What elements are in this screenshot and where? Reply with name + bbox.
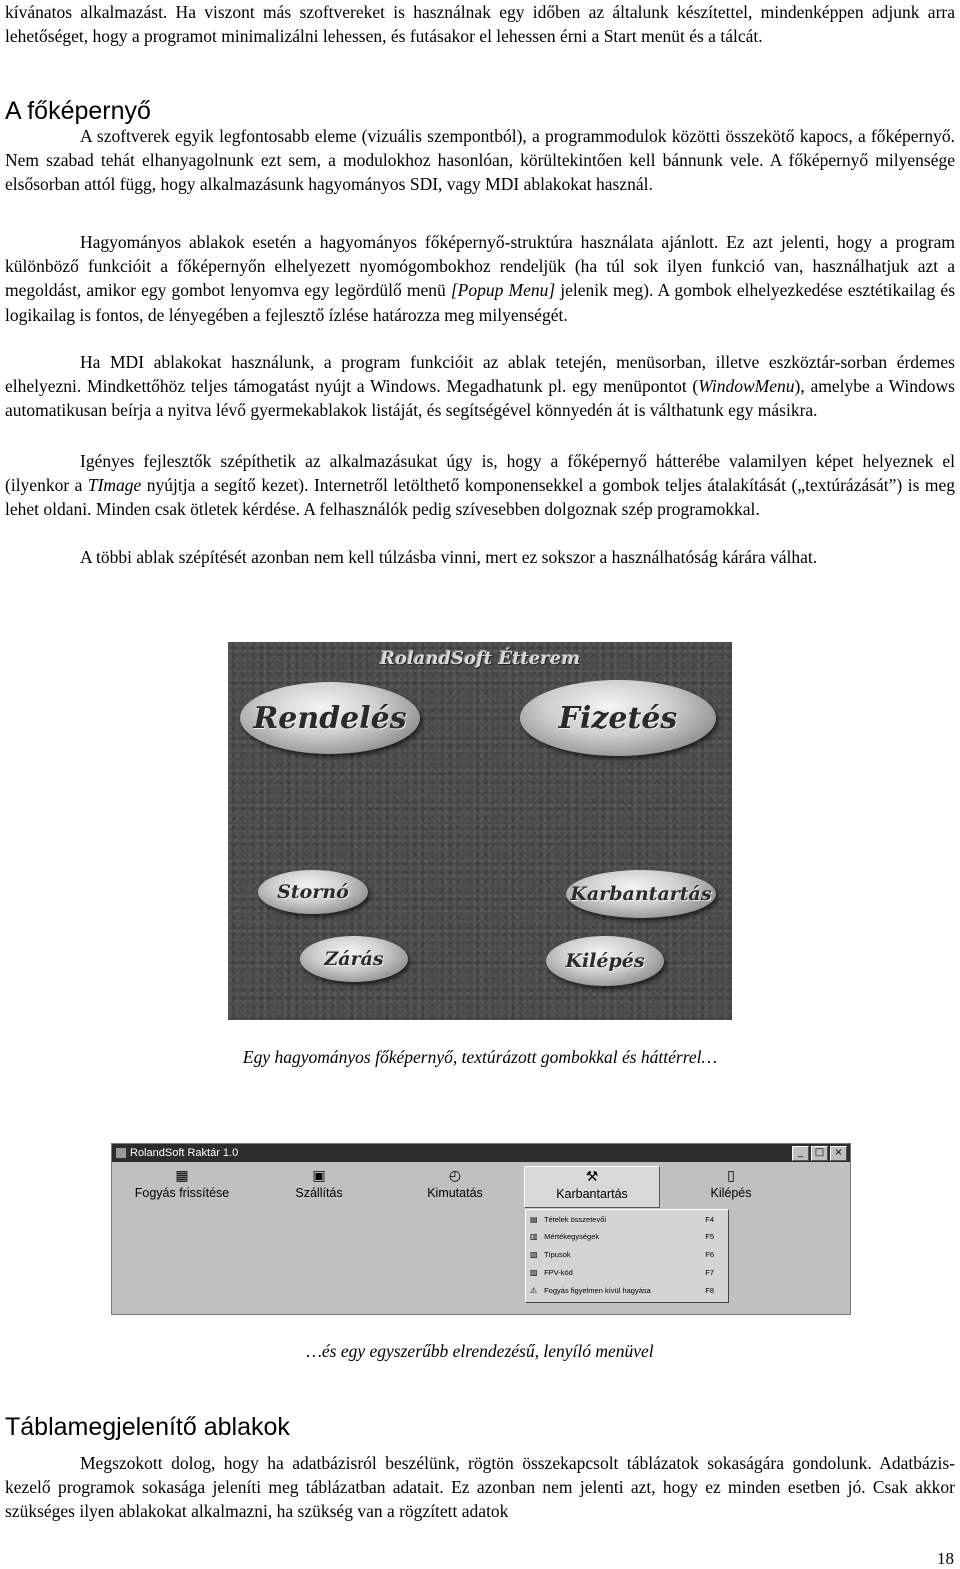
intro-paragraph: kívánatos alkalmazást. Ha viszont más szoftvereket is használnak egy időben az általunk készítettel, mindenképpen adjunk arra lehetőséget, hogy a programot minimalizálni lehessen, és futásakor el lehessen érni a Start menüt és a tálcát. xyxy=(5,2,955,47)
menu-item-label: Típusok xyxy=(543,1250,571,1259)
figure-caption-2: …és egy egyszerűbb elrendezésű, lenyíló menüvel xyxy=(306,1341,654,1361)
menu-item-icon: ▧ xyxy=(530,1250,538,1259)
tools-icon: ⚒ xyxy=(585,1169,599,1185)
karbantartas-button[interactable] xyxy=(566,870,716,918)
toolbar-label: Kimutatás xyxy=(427,1186,483,1200)
app-icon xyxy=(116,1148,126,1158)
menu-item-label: Fogyás figyelmen kívül hagyása xyxy=(544,1286,651,1295)
kilepes-label: Kilépés xyxy=(565,950,645,972)
karbantartas-menu-button[interactable] xyxy=(524,1166,660,1208)
rendeles-label: Rendelés xyxy=(253,700,407,736)
close-icon[interactable]: × xyxy=(830,1146,847,1161)
window-titlebar xyxy=(112,1144,850,1162)
fogyas-frissitese-button[interactable] xyxy=(116,1166,248,1206)
fizetes-button[interactable] xyxy=(520,680,716,756)
toolbar xyxy=(112,1164,850,1208)
menu-item-tetelek-osszetevoi[interactable] xyxy=(530,1212,722,1228)
menu-item-label: Mértékegységek xyxy=(544,1232,600,1241)
emphasis-windowmenu: WindowMenu xyxy=(698,376,795,397)
menu-item-shortcut: F4 xyxy=(705,1215,714,1224)
section-heading-main-screen: A főképernyő xyxy=(5,97,151,125)
figure-textured-main-screen xyxy=(228,642,732,1020)
storno-button[interactable] xyxy=(258,870,368,914)
section-heading-table-windows: Táblamegjelenítő ablakok xyxy=(5,1413,290,1441)
window-title: RolandSoft Raktár 1.0 xyxy=(130,1147,239,1159)
restaurant-banner: RolandSoft Étterem xyxy=(379,648,581,669)
menu-item-icon: ▤ xyxy=(530,1215,538,1224)
kilepes-toolbar-button[interactable] xyxy=(668,1166,794,1206)
toolbar-label: Kilépés xyxy=(710,1186,752,1200)
emphasis-timage: TImage xyxy=(87,475,142,496)
page-number: 18 xyxy=(937,1549,954,1568)
text-run: Igényes fejlesztők szépíthetik az alkalmazásukat úgy is, hogy a főképernyő hátterébe valamilyen képet helyeznek el (ilyenkor a xyxy=(5,451,955,496)
toolbar-label: Fogyás frissítése xyxy=(134,1186,230,1200)
paragraph-table-windows-1: Megszokott dolog, hogy ha adatbázisról beszélünk, rögtön összekapcsolt táblázatok sokaságára gondolunk. Adatbázis-kezelő programok sokasága jeleníti meg táblázatban adatait. Ez azonban nem jelenti azt, hogy ez minden esetben jó. Csak akkor szükséges ilyen ablakokat alkalmazni, ha szükség van a rögzített adatok xyxy=(5,1453,955,1522)
text-run: nyújtja a segítő kezet). Internetről letölthető komponensekkel a gombok teljes átalakítását („textúrázását”) is meg lehet oldani. Minden csak ötletek kérdése. A felhasználók pedig szívesebben dolgoznak szép programokkal. xyxy=(5,475,955,520)
menu-item-shortcut: F5 xyxy=(705,1232,714,1241)
menu-item-fogyas-figyelmen-kivul[interactable] xyxy=(530,1283,722,1299)
exit-icon: ▯ xyxy=(727,1168,735,1184)
paragraph-main-screen-3 xyxy=(5,350,955,423)
paragraph-main-screen-4 xyxy=(5,449,955,522)
window-controls xyxy=(792,1146,847,1161)
storno-label: Stornó xyxy=(277,881,349,903)
rendeles-button[interactable] xyxy=(240,682,420,754)
report-icon: ◴ xyxy=(448,1168,462,1184)
karbantartas-dropdown-menu xyxy=(525,1209,729,1303)
kilepes-button[interactable] xyxy=(546,936,664,986)
menu-item-shortcut: F7 xyxy=(705,1268,714,1277)
menu-item-tipusok[interactable] xyxy=(530,1247,722,1263)
paragraph-main-screen-5: A többi ablak szépítését azonban nem kell túlzásba vinni, mert ez sokszor a használhatóság kárára válhat. xyxy=(80,547,818,567)
menu-item-icon: ▥ xyxy=(530,1232,538,1241)
fizetes-label: Fizetés xyxy=(558,700,678,736)
menu-item-icon: ▨ xyxy=(530,1268,538,1277)
szallitas-button[interactable] xyxy=(260,1166,378,1206)
zaras-label: Zárás xyxy=(324,948,384,970)
minimize-icon[interactable]: _ xyxy=(792,1146,809,1161)
toolbar-label: Szállítás xyxy=(295,1186,343,1200)
paragraph-main-screen-1: A szoftverek egyik legfontosabb eleme (vizuális szempontból), a programmodulok közötti összekötő kapocs, a főképernyő. Nem szabad tehát elhanyagolnunk ezt sem, a modulokhoz hasonlóan, körültekintően kell bánnunk vele. A főképernyő milyensége elsősorban attól függ, hogy alkalmazásunk hagyományos SDI, vagy MDI ablakokat használ. xyxy=(5,126,955,195)
zaras-button[interactable] xyxy=(300,936,408,982)
kimutatas-button[interactable] xyxy=(392,1166,518,1206)
emphasis-popup-menu: [Popup Menu] xyxy=(450,280,556,301)
menu-item-shortcut: F6 xyxy=(705,1250,714,1259)
figure-caption-1: Egy hagyományos főképernyő, textúrázott gombokkal és háttérrel… xyxy=(242,1047,718,1067)
menu-item-shortcut: F8 xyxy=(705,1286,714,1295)
refresh-icon: ▦ xyxy=(175,1168,189,1184)
maximize-icon[interactable]: □ xyxy=(811,1146,828,1161)
toolbar-label: Karbantartás xyxy=(556,1187,628,1201)
text-run: Hagyományos ablakok esetén a hagyományos főképernyő-struktúra használata ajánlott. Ez azt jelenti, hogy a program különböző funkcióit a főképernyőn elhelyezett nyomógombokhoz rendeljük (ha túl sok ilyen funkció van, használhatjuk azt a megoldást, amikor egy gombot lenyomva egy legördülő menü xyxy=(5,232,955,301)
paragraph-main-screen-2 xyxy=(5,230,955,327)
menu-item-label: Tételek összetevői xyxy=(543,1215,607,1224)
text-run: jelenik meg). A gombok elhelyezkedése esztétikailag és logikailag is fontos, de lényegében a fejlesztő ízlése határozza meg milyenségét. xyxy=(5,280,956,325)
text-run: Ha MDI ablakokat használunk, a program funkcióit az ablak tetején, menüsorban, illetve eszköztár-sorban érdemes elhelyezni. Mindkettőhöz teljes támogatást nyújt a Windows. Megadhatunk pl. egy menüpontot ( xyxy=(5,352,955,397)
menu-item-fpv-kod[interactable] xyxy=(530,1265,722,1281)
menu-item-mertekegysegek[interactable] xyxy=(530,1229,722,1245)
menu-item-label: FPV-kód xyxy=(544,1268,573,1277)
figure-dropdown-menu-window xyxy=(111,1143,851,1315)
text-run: ), amelybe a Windows automatikusan beírja a nyitva lévő gyermekablakok listáját, és segítségével könnyedén át is válthatunk egy másikra. xyxy=(5,376,955,421)
karbantartas-label: Karbantartás xyxy=(570,883,712,905)
truck-icon: ▣ xyxy=(312,1168,326,1184)
warning-icon: ⚠ xyxy=(530,1286,538,1295)
